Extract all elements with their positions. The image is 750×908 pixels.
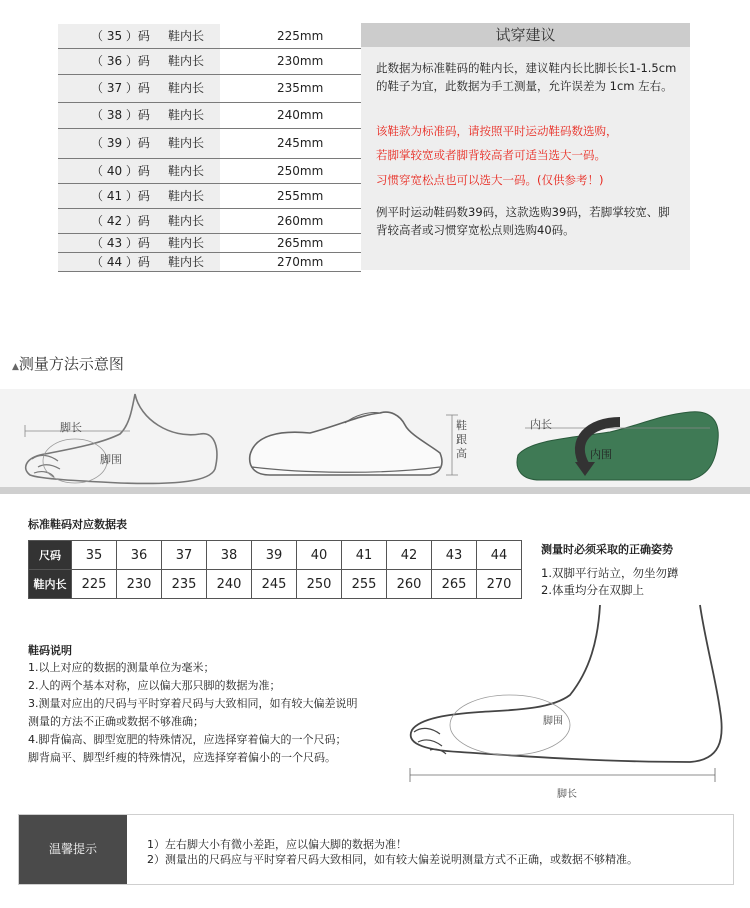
tips-box [18, 814, 734, 885]
heel-height-label: 鞋 跟 高 [456, 419, 467, 460]
note-line: 脚背扁平、脚型纤瘦的特殊情况，应选择穿着偏小的一个尺码。 [28, 751, 336, 764]
note-line: 4.脚背偏高、脚型宽肥的特殊情况，应选择穿着偏大的一个尺码； [28, 733, 347, 746]
standard-table-title: 标准鞋码对应数据表 [28, 518, 127, 531]
length-cell: 260 [387, 570, 432, 599]
value-cell: 225mm [277, 29, 324, 43]
table-row [58, 75, 361, 103]
size-cell: （ 43 ）码 [91, 236, 150, 250]
value-cell: 250mm [277, 164, 324, 178]
length-header: 鞋内长 [29, 570, 72, 599]
label-cell: 鞋内长 [168, 108, 205, 122]
table-row [58, 253, 361, 272]
advice-red-text: 该鞋款为标准码，请按照平时运动鞋码数选购， [376, 124, 618, 138]
length-cell: 235 [162, 570, 207, 599]
table-row [58, 103, 361, 129]
foot-illustration [20, 389, 230, 489]
value-cell: 260mm [277, 214, 324, 228]
size-cell: 37 [162, 541, 207, 570]
inner-girth-label: 内围 [590, 448, 612, 461]
size-cell: 42 [387, 541, 432, 570]
size-cell: （ 41 ）码 [91, 189, 150, 203]
shoe-last-illustration [510, 400, 740, 488]
label-cell: 鞋内长 [168, 54, 205, 68]
label-cell: 鞋内长 [168, 255, 205, 269]
fitting-advice-panel [361, 23, 690, 270]
size-cell: 41 [342, 541, 387, 570]
size-cell: 40 [297, 541, 342, 570]
label-cell: 鞋内长 [168, 164, 205, 178]
size-cell: 36 [117, 541, 162, 570]
value-cell: 230mm [277, 54, 324, 68]
note-line: 2.人的两个基本对称，应以偏大那只脚的数据为准； [28, 679, 281, 692]
size-header: 尺码 [29, 541, 72, 570]
table-row [58, 49, 361, 75]
label-cell: 鞋内长 [168, 189, 205, 203]
length-cell: 270 [477, 570, 522, 599]
note-line: 3.测量对应出的尺码与平时穿着尺码与大致相同，如有较大偏差说明 [28, 697, 358, 710]
table-row [58, 24, 361, 49]
shoe-illustration [240, 395, 470, 490]
size-cell: （ 39 ）码 [91, 136, 150, 150]
size-cell: （ 36 ）码 [91, 54, 150, 68]
advice-example-text: 例平时运动鞋码数39码，这款选购39码，若脚掌较宽、脚背较高者或习惯穿宽松点则选购40码。 [376, 205, 670, 237]
size-cell: （ 40 ）码 [91, 164, 150, 178]
label-cell: 鞋内长 [168, 214, 205, 228]
triangle-icon: ▲ [12, 362, 19, 372]
length-cell: 240 [207, 570, 252, 599]
size-cell: 38 [207, 541, 252, 570]
value-cell: 235mm [277, 81, 324, 95]
size-cell: 44 [477, 541, 522, 570]
posture-item: 1.双脚平行站立，勿坐勿蹲 [541, 566, 679, 580]
table-row [58, 234, 361, 253]
advice-red-text: 习惯穿宽松点也可以选大一码。(仅供参考！) [376, 173, 604, 187]
length-cell: 225 [72, 570, 117, 599]
table-row [58, 159, 361, 184]
length-cell: 265 [432, 570, 477, 599]
note-line: 测量的方法不正确或数据不够准确； [28, 715, 204, 728]
label-cell: 鞋内长 [168, 136, 205, 150]
label-cell: 鞋内长 [168, 81, 205, 95]
advice-text: 此数据为标准鞋码的鞋内长，建议鞋内长比脚长长1-1.5cm 的鞋子为宜，此数据为手工测量，允许误差为 1cm 左右。 [376, 61, 677, 93]
length-cell: 250 [297, 570, 342, 599]
label-cell: 鞋内长 [168, 236, 205, 250]
posture-title: 测量时必须采取的正确姿势 [541, 543, 673, 556]
size-cell: （ 44 ）码 [91, 255, 150, 269]
length-cell: 230 [117, 570, 162, 599]
value-cell: 245mm [277, 136, 324, 150]
standard-size-table [28, 540, 522, 599]
diagram-title: ▲测量方法示意图 [12, 355, 124, 373]
value-cell: 255mm [277, 189, 324, 203]
size-cell: 39 [252, 541, 297, 570]
posture-length-label: 脚长 [557, 789, 577, 800]
size-cell: （ 38 ）码 [91, 108, 150, 122]
size-cell: 43 [432, 541, 477, 570]
advice-title: 试穿建议 [361, 23, 690, 47]
length-cell: 255 [342, 570, 387, 599]
size-cell: （ 42 ）码 [91, 214, 150, 228]
foot-length-label: 脚长 [60, 421, 82, 434]
posture-item: 2.体重均分在双脚上 [541, 583, 644, 597]
size-cell: （ 35 ）码 [91, 29, 150, 43]
size-cell: （ 37 ）码 [91, 81, 150, 95]
label-cell: 鞋内长 [168, 29, 205, 43]
notes-title: 鞋码说明 [28, 644, 72, 657]
posture-girth-label: 脚围 [543, 716, 563, 727]
value-cell: 270mm [277, 255, 324, 269]
tip-line: 2）测量出的尺码应与平时穿着尺码大致相同，如有较大偏差说明测量方式不正确，或数据不够精准。 [147, 853, 638, 866]
tips-label: 温馨提示 [19, 815, 127, 884]
advice-red-text: 若脚掌较宽或者脚背较高者可适当选大一码。 [376, 148, 606, 162]
table-row [58, 209, 361, 234]
value-cell: 240mm [277, 108, 324, 122]
size-cell: 35 [72, 541, 117, 570]
value-cell: 265mm [277, 236, 324, 250]
inner-length-label: 内长 [530, 418, 552, 431]
tip-line: 1）左右脚大小有微小差距，应以偏大脚的数据为准！ [147, 838, 407, 851]
foot-posture-illustration [400, 600, 730, 795]
table-row [29, 541, 522, 570]
note-line: 1.以上对应的数据的测量单位为毫米； [28, 661, 215, 674]
table-row [29, 570, 522, 599]
table-row [58, 129, 361, 159]
foot-girth-label: 脚围 [100, 453, 122, 466]
table-row [58, 184, 361, 209]
length-cell: 245 [252, 570, 297, 599]
